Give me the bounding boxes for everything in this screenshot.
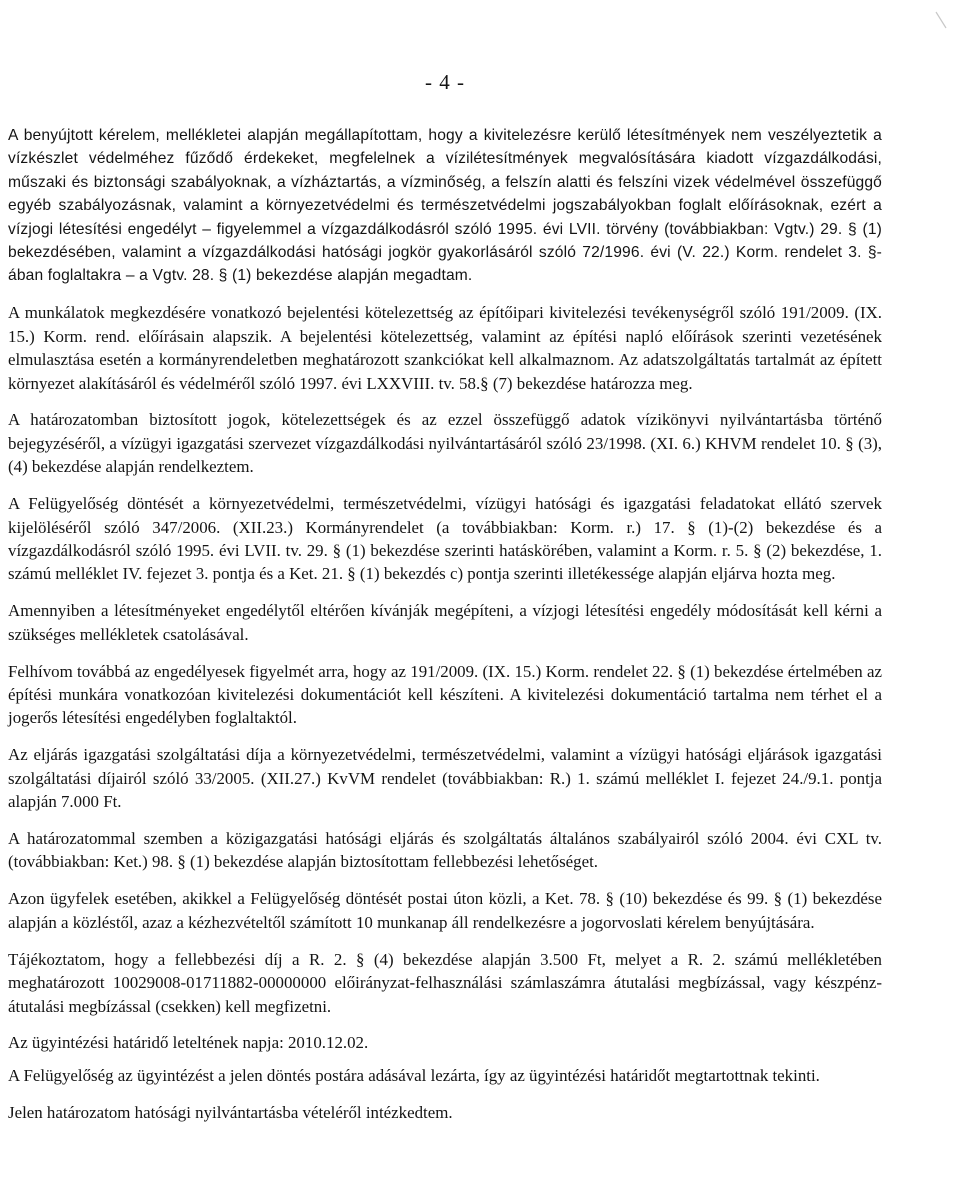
paragraph-deadline-kept: A Felügyelőség az ügyintézést a jelen döntés postára adásával lezárta, így az ügyintézési határidőt megtartottnak tekinti.	[8, 1065, 820, 1085]
paragraph-work-notification: A munkálatok megkezdésére vonatkozó bejelentési kötelezettség az építőipari kivitelezési tevékenységről szóló 191/2009. (IX. 15.) Korm. rend. előírásain alapszik. A bejelentési kötelezettség, valamint az építési napló előírások szerinti vezetésének elmulasztása esetén a kormányrendeletben meghatározott szankciókat kell alkalmaznom. Az adatszolgáltatás tartalmát az épített környezet alakításáról és védelméről szóló 1997. évi LXXVIII. tv. 58.§ (7) bekezdése határozza meg.	[8, 303, 882, 393]
paragraph-deadline-date: Az ügyintézési határidő leteltének napja: 2010.12.02.	[8, 1033, 369, 1053]
paragraph-permit-grounds: A benyújtott kérelem, mellékletei alapján megállapítottam, hogy a kivitelezésre kerülő létesítmények nem veszélyeztetik a vízkészlet védelméhez fűződő érdekeket, megfelelnek a vízilétesítmények megvalósítására kiadott vízgazdálkodási, műszaki és biztonsági szabályoknak, a vízháztartás, a vízminőség, a felszín alatti és felszíni vizek védelmével összefüggő egyéb szabályozásnak, valamint a környezetvédelmi és természetvédelmi jogszabályokban foglalt előírásoknak, ezért a vízjogi létesítési engedélyt – figyelemmel a vízgazdálkodásról szóló 1995. évi LVII. törvény (továbbiakban: Vgtv.) 29. § (1) bekezdésében, valamint a vízgazdálkodási hatósági jogkör gyakorlásáról szóló 72/1996. évi (V. 22.) Korm. rendelet 3. §-ában foglaltakra – a Vgtv. 28. § (1) bekezdése alapján megadtam.	[8, 127, 882, 285]
paragraph-appeal-fee: Tájékoztatom, hogy a fellebbezési díj a R. 2. § (4) bekezdése alapján 3.500 Ft, melyet a R. 2. számú mellékletében meghatározott 10029008-01711882-00000000 előirányzat-felhasználási számlaszámra átutalási megbízással, vagy készpénz-átutalási megbízással (csekken) kell megfizetni.	[8, 949, 882, 1016]
paragraph-construction-documentation: Felhívom továbbá az engedélyesek figyelmét arra, hogy az 191/2009. (IX. 15.) Korm. rendelet 22. § (1) bekezdése értelmében az építési munkára vonatkozóan kivitelezési dokumentációt kell készíteni. A kivitelezési dokumentáció tartalma nem térhet el a jogerős létesítési engedélyben foglaltaktól.	[8, 661, 882, 728]
paragraph-registry-entry: A határozatomban biztosított jogok, kötelezettségek és az ezzel összefüggő adatok vízikönyvi nyilvántartásba történő bejegyzéséről, a vízügyi igazgatási szervezet vízgazdálkodási nyilvántartásáról szóló 23/1998. (XI. 6.) KHVM rendelet 10. § (3), (4) bekezdése alapján rendelkeztem.	[8, 410, 882, 477]
paragraph-permit-modification: Amennyiben a létesítményeket engedélytől eltérően kívánják megépíteni, a vízjogi létesítési engedély módosítását kell kérni a szükséges mellékletek csatolásával.	[8, 601, 882, 644]
document-body	[8, 124, 882, 1138]
paragraph-procedure-fee: Az eljárás igazgatási szolgáltatási díja a környezetvédelmi, természetvédelmi, valamint a vízügyi hatósági eljárások igazgatási szolgáltatási díjairól szóló 33/2005. (XII.27.) KvVM rendelet (továbbiakban: R.) 1. számú melléklet I. fejezet 24./9.1. pontja alapján 7.000 Ft.	[8, 745, 882, 812]
scan-artifact-mark	[932, 8, 950, 32]
page-number: - 4 -	[425, 70, 465, 94]
paragraph-registration-note: Jelen határozatom hatósági nyilvántartásba vételéről intézkedtem.	[8, 1102, 453, 1122]
paragraph-appeal-right: A határozatommal szemben a közigazgatási hatósági eljárás és szolgáltatás általános szabályairól szóló 2004. évi CXL tv. (továbbiakban: Ket.) 98. § (1) bekezdése alapján biztosítottam fellebbezési lehetőséget.	[8, 829, 882, 872]
paragraph-authority-competence: A Felügyelőség döntését a környezetvédelmi, természetvédelmi, vízügyi hatósági és igazgatási feladatokat ellátó szervek kijelöléséről szóló 347/2006. (XII.23.) Kormányrendelet (a továbbiakban: Korm. r.) 17. § (1)-(2) bekezdése és a vízgazdálkodásról szóló 1995. évi LVII. tv. 29. § (1) bekezdése szerinti hatáskörében, valamint a Korm. r. 5. § (2) bekezdése, 1. számú melléklet IV. fejezet 3. pontja és a Ket. 21. § (1) bekezdés c) pontja szerinti illetékessége alapján eljárva hozta meg.	[8, 494, 882, 584]
paragraph-appeal-deadline: Azon ügyfelek esetében, akikkel a Felügyelőség döntését postai úton közli, a Ket. 78. § (10) bekezdése és 99. § (1) bekezdése alapján a közléstől, azaz a kézhezvételtől számított 10 munkanap áll rendelkezésre a jogorvoslati kérelem benyújtására.	[8, 889, 882, 932]
